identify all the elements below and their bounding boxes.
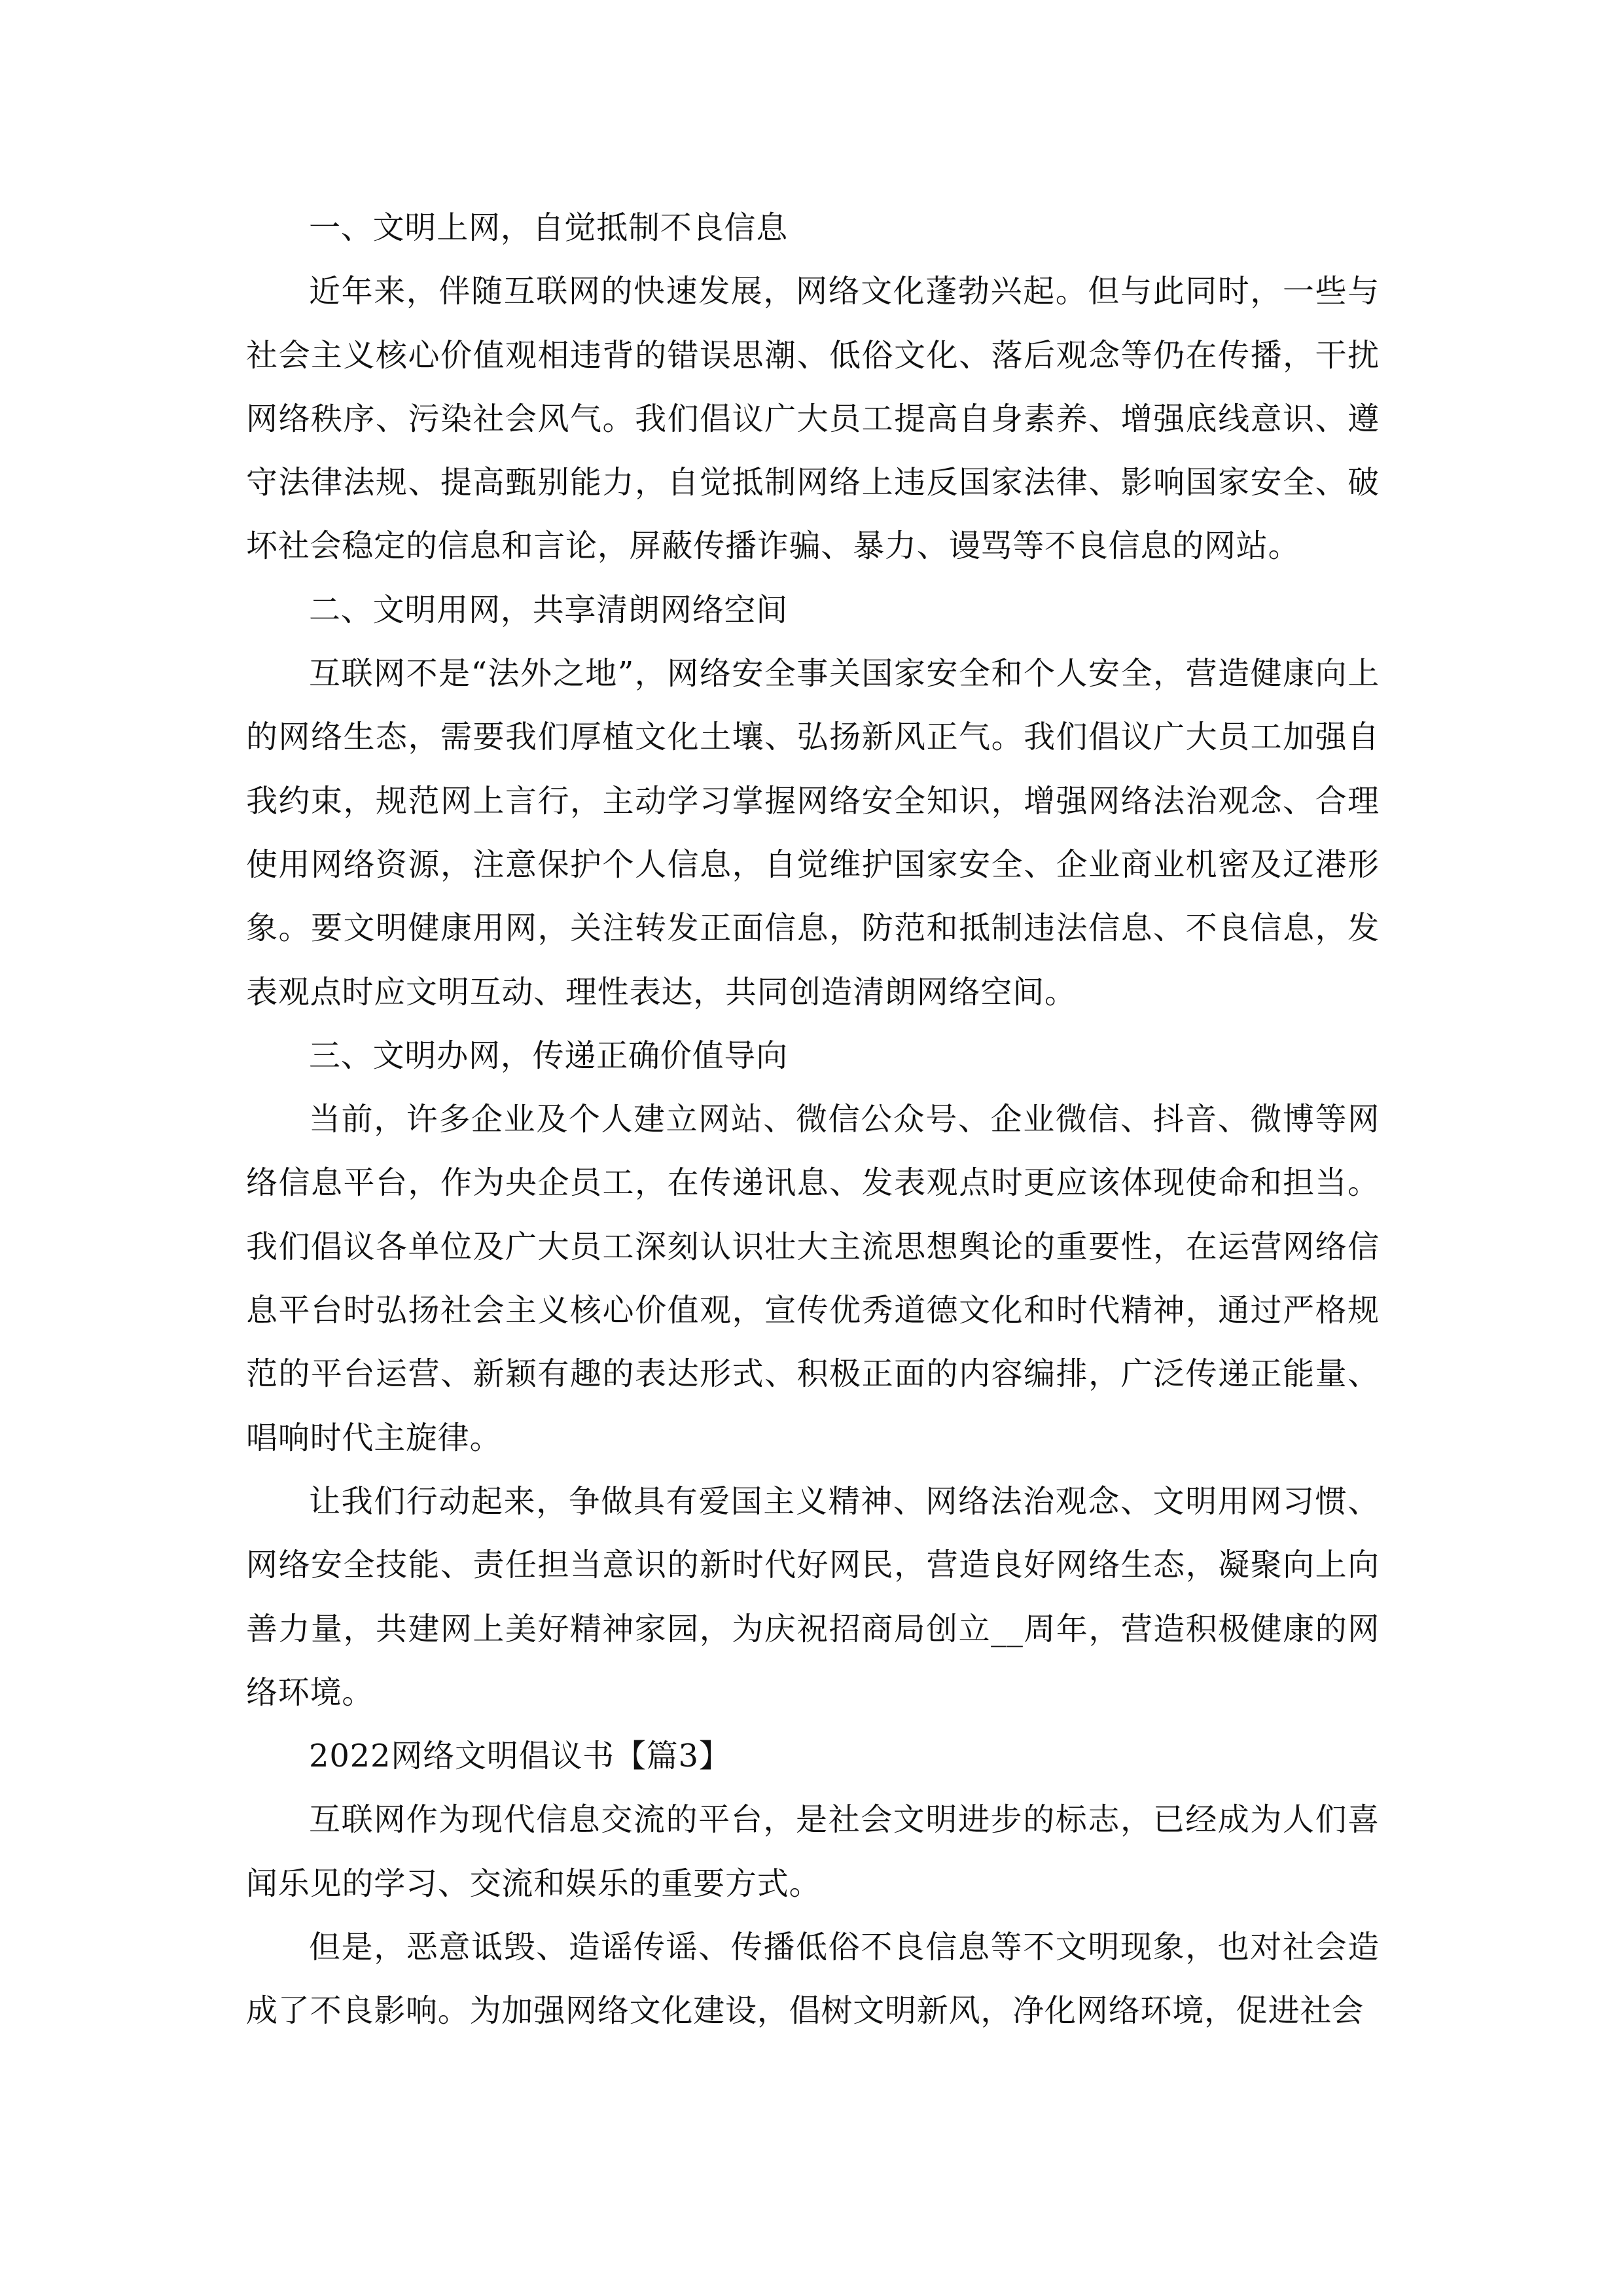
body-paragraph-4: 让我们行动起来，争做具有爱国主义精神、网络法治观念、文明用网习惯、网络安全技能、责任担当意识的新时代好网民，营造良好网络生态，凝聚向上向善力量，共建网上美好精神家园，为庆祝招商局创立__周年，营造积极健康的网络环境。 — [246, 1482, 1380, 1711]
body-paragraph-5: 互联网作为现代信息交流的平台，是社会文明进步的标志，已经成为人们喜闻乐见的学习、交流和娱乐的重要方式。 — [246, 1801, 1380, 1902]
body-paragraph-1: 近年来，伴随互联网的快速发展，网络文化蓬勃兴起。但与此同时，一些与社会主义核心价值观相违背的错误思潮、低俗文化、落后观念等仍在传播，干扰网络秩序、污染社会风气。我们倡议广大员工提高自身素养、增强底线意识、遵守法律法规、提高甄别能力，自觉抵制网络上违反国家法律、影响国家安全、破坏社会稳定的信息和言论，屏蔽传播诈骗、暴力、谩骂等不良信息的网站。 — [246, 273, 1380, 565]
document-body — [246, 196, 1380, 2043]
body-paragraph-2: 互联网不是“法外之地”，网络安全事关国家安全和个人安全，营造健康向上的网络生态，需要我们厚植文化土壤、弘扬新风正气。我们倡议广大员工加强自我约束，规范网上言行，主动学习掌握网络安全知识，增强网络法治观念、合理使用网络资源，注意保护个人信息，自觉维护国家安全、企业商业机密及辽港形象。要文明健康用网，关注转发正面信息，防范和抵制违法信息、不良信息，发表观点时应文明互动、理性表达，共同创造清朗网络空间。 — [246, 655, 1380, 1011]
section-heading-4: 2022网络文明倡议书【篇3】 — [309, 1738, 731, 1775]
section-heading-1: 一、文明上网，自觉抵制不良信息 — [309, 209, 789, 246]
body-paragraph-6: 但是，恶意诋毁、造谣传谣、传播低俗不良信息等不文明现象，也对社会造成了不良影响。为加强网络文化建设，倡树文明新风，净化网络环境，促进社会 — [246, 1929, 1380, 2030]
section-heading-2: 二、文明用网，共享清朗网络空间 — [309, 591, 789, 628]
section-heading-3: 三、文明办网，传递正确价值导向 — [309, 1037, 789, 1074]
body-paragraph-3: 当前，许多企业及个人建立网站、微信公众号、企业微信、抖音、微博等网络信息平台，作为央企员工，在传递讯息、发表观点时更应该体现使命和担当。我们倡议各单位及广大员工深刻认识壮大主流思想舆论的重要性，在运营网络信息平台时弘扬社会主义核心价值观，宣传优秀道德文化和时代精神，通过严格规范的平台运营、新颖有趣的表达形式、积极正面的内容编排，广泛传递正能量、唱响时代主旋律。 — [246, 1101, 1380, 1456]
